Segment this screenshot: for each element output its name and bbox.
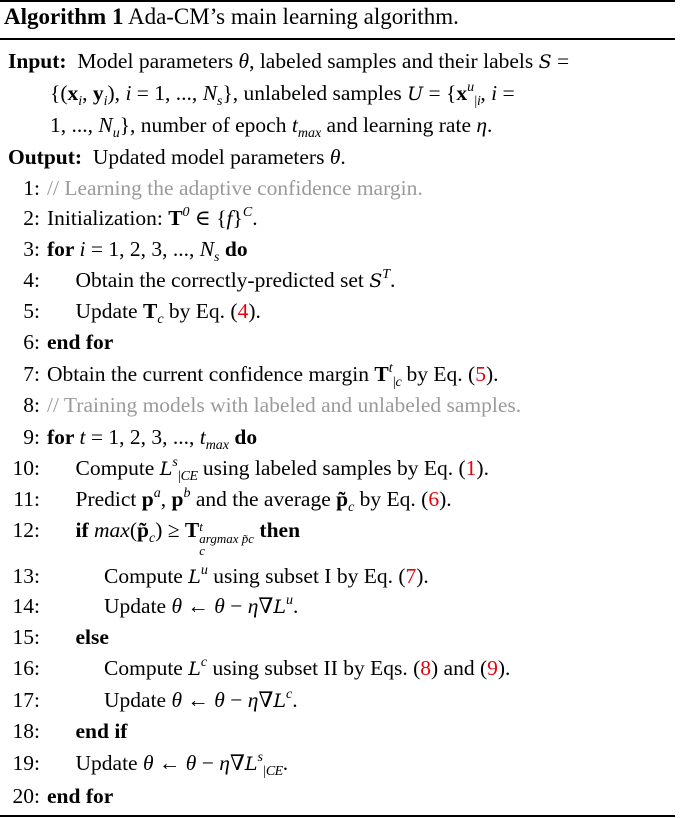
math-calligraphic: L (244, 753, 258, 775)
text: − (196, 751, 220, 775)
input-line (50, 110, 492, 140)
subscript: s (214, 250, 220, 265)
text: Compute (75, 456, 160, 480)
math-var: f (226, 206, 233, 230)
comment: // Learning the adaptive confidence margin. (47, 176, 423, 200)
line-number: 20: (12, 784, 40, 808)
text: using subset II by Eqs. ( (207, 656, 421, 680)
equation-ref[interactable]: 6 (428, 487, 440, 511)
comment: // Training models with labeled and unlabeled samples. (47, 393, 522, 417)
step-content (104, 591, 298, 622)
sub-superscript (199, 521, 254, 557)
math-calligraphic: U (407, 83, 424, 105)
output-line (8, 142, 346, 172)
text: by Eq. ( (354, 487, 429, 511)
text: using subset I by Eq. ( (207, 564, 406, 588)
math-var: θ (238, 49, 250, 73)
equation-ref[interactable]: 4 (237, 299, 249, 323)
sub-superscript: u|i (467, 80, 481, 109)
text: , labeled samples and their labels (249, 49, 539, 73)
math-var: N (199, 237, 215, 261)
text: by Eq. ( (401, 362, 476, 386)
superscript: c (200, 655, 208, 670)
math-var: t (79, 425, 86, 449)
text: ). (439, 487, 452, 511)
keyword: end for (47, 784, 114, 808)
subscript: argmax p̃c (199, 531, 255, 546)
text: and learning rate (321, 113, 477, 137)
step-content (76, 265, 396, 296)
step-content (104, 653, 510, 684)
text: Compute (104, 656, 189, 680)
line-number: 15: (12, 625, 40, 649)
line-number: 10: (12, 456, 40, 480)
step-content (47, 422, 257, 453)
subscript: max (205, 438, 230, 453)
subscript: c (157, 312, 164, 327)
keyword: for (47, 425, 80, 449)
text: . (282, 751, 289, 775)
text: Initialization: (47, 206, 169, 230)
math-var: θ (214, 594, 225, 618)
math-var: i (491, 81, 498, 105)
math-bold: T (374, 362, 389, 386)
math-var: θ (329, 145, 341, 169)
input-line (8, 46, 569, 76)
text: ← (182, 688, 215, 712)
subscript: c (148, 531, 156, 546)
text: ). (497, 656, 511, 680)
line-number: 7: (23, 362, 40, 386)
line-number: 14: (12, 594, 40, 618)
text: ). (248, 299, 261, 323)
keyword: do (219, 237, 248, 261)
line-number: 18: (12, 719, 40, 743)
math-bold: T (184, 518, 200, 542)
math-var: θ (185, 751, 197, 775)
superscript: 0 (182, 205, 190, 220)
text: ). (416, 564, 429, 588)
text: = { (423, 81, 457, 105)
algorithm-caption: Ada-CM’s main learning algorithm. (127, 4, 459, 29)
line-number: 8: (23, 393, 40, 417)
keyword: then (254, 518, 301, 542)
text: and the average (190, 487, 337, 511)
equation-ref[interactable]: 9 (487, 656, 498, 680)
text: {( (50, 81, 68, 105)
subscript: i (78, 94, 83, 109)
equation-ref[interactable]: 7 (405, 564, 417, 588)
superscript: t (199, 519, 203, 534)
text: . (340, 145, 346, 169)
math-calligraphic: L (188, 566, 201, 588)
superscript: c (286, 687, 293, 702)
step-content (76, 716, 128, 746)
line-number: 11: (13, 487, 40, 511)
sub-superscript: s|CE (172, 455, 198, 484)
math-var: θ (214, 688, 225, 712)
step-content (76, 453, 489, 484)
math-var: η (476, 113, 488, 137)
math-var: θ (171, 688, 183, 712)
text: . (252, 206, 258, 230)
text: Model parameters (77, 49, 239, 73)
text: ( (129, 518, 138, 542)
keyword: for (47, 237, 80, 261)
math-var: t (199, 425, 206, 449)
text: ). (485, 362, 499, 386)
line-number: 19: (12, 751, 40, 775)
text: Update (75, 751, 143, 775)
math-bold: p̃ (137, 518, 149, 542)
text: . (293, 594, 299, 618)
keyword: do (229, 425, 258, 449)
math-var: θ (142, 751, 154, 775)
text: ), (107, 81, 126, 105)
text: = (497, 81, 515, 105)
line-number: 16: (12, 656, 40, 680)
step-content (47, 781, 113, 811)
math-bold: p (171, 487, 184, 511)
superscript: u (200, 563, 208, 578)
text: Obtain the current confidence margin (47, 362, 375, 386)
step-content (76, 296, 261, 327)
text: , (480, 81, 492, 105)
text: by Eq. ( (163, 299, 238, 323)
subscript: i (103, 94, 108, 109)
line-number: 17: (12, 688, 40, 712)
math-var: η (247, 688, 259, 712)
text: − (224, 594, 248, 618)
line-number: 5: (23, 299, 40, 323)
math-bold: p̃ (336, 487, 349, 511)
text: . (390, 268, 396, 292)
equation-ref[interactable]: 1 (465, 456, 477, 480)
text: ) and ( (431, 656, 488, 680)
step-content (104, 685, 298, 716)
superscript: b (183, 486, 191, 501)
text: ∇ (258, 594, 274, 618)
math-var: i (125, 81, 132, 105)
math-bold: y (92, 81, 104, 105)
math-bold: T (142, 299, 158, 323)
step-content (76, 515, 301, 557)
text: ← (153, 751, 186, 775)
math-bold: p (141, 487, 154, 511)
math-var: N (98, 113, 113, 137)
step-content (47, 359, 499, 390)
text: Predict (75, 487, 142, 511)
subscript: max (297, 126, 322, 141)
subscript: u (112, 126, 120, 141)
math-var: N (202, 81, 218, 105)
text: }, number of epoch (119, 113, 292, 137)
input-label: Input: (8, 49, 67, 73)
step-content (47, 173, 423, 203)
step-content (76, 484, 452, 515)
line-number: 2: (23, 206, 40, 230)
text: ∇ (229, 751, 245, 775)
math-bold: x (67, 81, 79, 105)
math-var: max (94, 518, 130, 542)
text: using labeled samples by Eq. ( (197, 456, 466, 480)
math-var: θ (171, 594, 183, 618)
superscript: C (242, 205, 253, 220)
sub-superscript: t|c (388, 361, 402, 390)
line-number: 1: (23, 176, 40, 200)
text: ∇ (258, 688, 274, 712)
keyword: end if (75, 719, 128, 743)
text: ). (476, 456, 489, 480)
math-var: t (291, 113, 298, 137)
text: , (160, 487, 172, 511)
text: 1, ..., (50, 113, 99, 137)
bottom-rule (0, 815, 675, 817)
text: Updated model parameters (92, 145, 330, 169)
text: }, unlabeled samples (222, 81, 408, 105)
line-number: 3: (23, 237, 40, 261)
text: = (551, 49, 570, 73)
subscript: c (199, 543, 206, 558)
line-number: 4: (23, 268, 40, 292)
step-content (76, 622, 109, 652)
line-number: 13: (12, 564, 40, 588)
text: Update (104, 594, 172, 618)
line-number: 12: (12, 518, 40, 542)
text: . (487, 113, 493, 137)
text: − (224, 688, 248, 712)
math-calligraphic: L (273, 596, 287, 618)
sub-superscript: s|CE (257, 750, 283, 779)
text: . (292, 688, 298, 712)
equation-ref[interactable]: 8 (420, 656, 432, 680)
math-bold: T (168, 206, 183, 230)
math-var: η (247, 594, 259, 618)
math-calligraphic: L (188, 658, 201, 680)
step-content (76, 748, 289, 779)
equation-ref[interactable]: 5 (475, 362, 486, 386)
input-line (50, 78, 515, 108)
text: Compute (104, 564, 189, 588)
superscript: T (382, 267, 391, 282)
step-content (104, 561, 429, 592)
text: = 1, 2, 3, ..., (85, 425, 200, 449)
text: Update (104, 688, 172, 712)
superscript: u (286, 593, 294, 608)
algorithm-title (4, 2, 459, 32)
math-calligraphic: L (159, 458, 173, 480)
output-label: Output: (8, 145, 83, 169)
step-content (47, 203, 258, 233)
text: ← (182, 594, 215, 618)
math-var: η (219, 751, 230, 775)
step-content (47, 327, 113, 357)
math-bold: x (456, 81, 468, 105)
superscript: a (153, 486, 161, 501)
subscript: c (348, 500, 355, 515)
text: } (232, 206, 243, 230)
line-number: 6: (23, 330, 40, 354)
text: ) ≥ (155, 518, 185, 542)
keyword: else (75, 625, 109, 649)
text: , (82, 81, 93, 105)
text: = 1, ..., (131, 81, 203, 105)
subscript: s (217, 94, 223, 109)
math-calligraphic: S (538, 51, 552, 73)
text: Obtain the correctly-predicted set (75, 268, 370, 292)
math-calligraphic: L (273, 690, 287, 712)
caption-rule (0, 38, 675, 40)
keyword: end for (47, 330, 114, 354)
math-var: i (79, 237, 86, 261)
step-content (47, 234, 248, 265)
math-calligraphic: S (369, 270, 383, 292)
step-content (47, 390, 521, 420)
text: Update (75, 299, 143, 323)
algorithm-label: Algorithm 1 (4, 4, 124, 29)
text: = 1, 2, 3, ..., (85, 237, 200, 261)
text: ∈ { (189, 206, 227, 230)
keyword: if (75, 518, 95, 542)
line-number: 9: (23, 425, 40, 449)
